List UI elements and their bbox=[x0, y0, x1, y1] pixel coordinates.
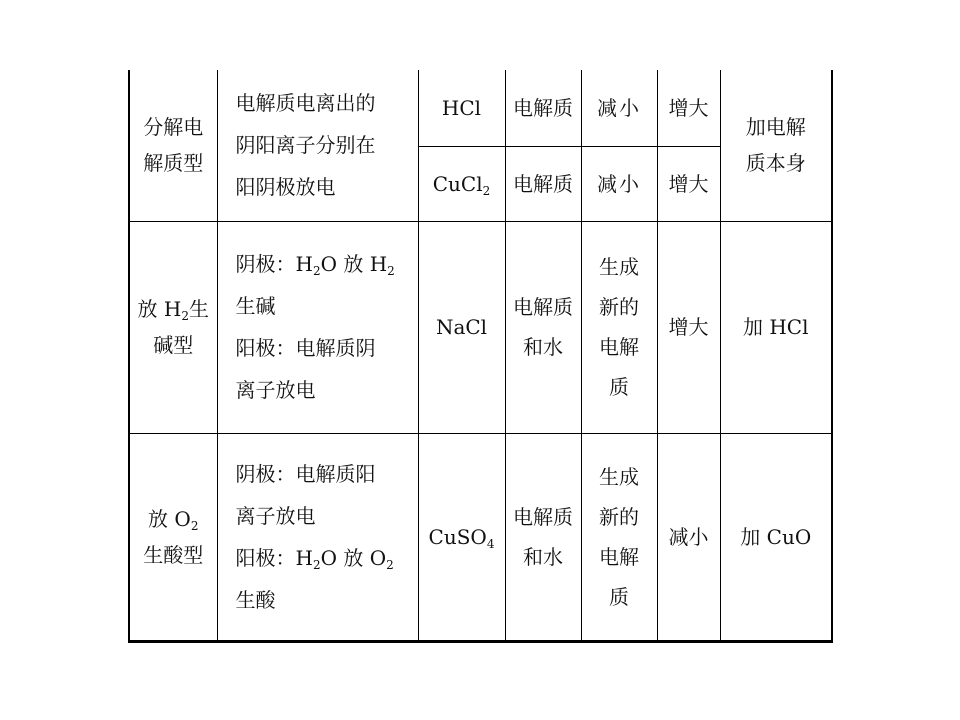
formula-subscript: 2 bbox=[387, 264, 395, 278]
type-text: 放 O bbox=[148, 506, 191, 531]
formula-subscript: 2 bbox=[386, 557, 394, 572]
formula-subscript: 2 bbox=[190, 518, 199, 533]
description-line: 离子放电 bbox=[235, 378, 316, 402]
concentration-line: 质 bbox=[609, 375, 629, 399]
ph-text: 增大 bbox=[668, 315, 709, 339]
type-name-line bbox=[130, 291, 217, 327]
type-name-line: 生酸型 bbox=[143, 542, 204, 567]
ph-cell bbox=[657, 221, 720, 433]
type-cell-release-o2 bbox=[129, 433, 217, 641]
desc-text: 阴极：H bbox=[235, 252, 313, 276]
electrolysis-types-table bbox=[128, 70, 833, 643]
electrolyte-cell bbox=[418, 70, 505, 146]
concentration-line: 电解 bbox=[599, 544, 639, 569]
formula-subscript: 4 bbox=[486, 536, 495, 551]
type-text: 放 H bbox=[137, 297, 182, 321]
description-line: 电解质电离出的 bbox=[235, 91, 376, 116]
recovery-cell bbox=[720, 70, 832, 221]
type-name-line bbox=[130, 501, 217, 537]
description-line: 阴阳离子分别在 bbox=[235, 133, 376, 158]
electrolyte-cell bbox=[418, 433, 505, 641]
electrolyte-text: HCl bbox=[441, 95, 482, 120]
ph-text: 增大 bbox=[668, 171, 709, 196]
type-name-line: 解质型 bbox=[143, 151, 204, 176]
concentration-cell bbox=[581, 70, 657, 146]
formula-subscript: 2 bbox=[312, 264, 321, 278]
description-line: 离子放电 bbox=[235, 503, 316, 528]
concentration-cell bbox=[581, 433, 657, 641]
type-text: 生 bbox=[188, 297, 209, 321]
description-line: 生碱 bbox=[235, 294, 276, 318]
ph-cell bbox=[657, 70, 720, 146]
formula-main: CuCl bbox=[432, 171, 483, 196]
desc-text: 阳极：H bbox=[235, 545, 313, 570]
electrolyte-cell bbox=[418, 146, 505, 221]
description-line: 生酸 bbox=[235, 587, 276, 612]
formula-main: CuSO bbox=[428, 524, 487, 549]
type-cell-release-h2 bbox=[129, 221, 217, 433]
description-line: 阴极：电解质阳 bbox=[235, 461, 376, 486]
concentration-text: 减小 bbox=[597, 171, 641, 196]
electrolyzed-object-cell bbox=[505, 433, 581, 641]
concentration-line: 生成 bbox=[599, 255, 639, 279]
recovery-line: 加电解 bbox=[745, 115, 806, 140]
electrolyzed-object-cell bbox=[505, 221, 581, 433]
electrolyzed-object-text: 电解质 bbox=[513, 95, 573, 120]
ph-cell bbox=[657, 433, 720, 641]
desc-text: O 放 O bbox=[320, 545, 387, 570]
electrolyzed-object-text: 电解质 bbox=[513, 171, 573, 196]
type-cell-decompose-electrolyte bbox=[129, 70, 217, 221]
electrolyte-formula bbox=[433, 172, 491, 196]
object-line: 电解质 bbox=[513, 295, 573, 319]
description-line: 阳极：电解质阴 bbox=[235, 336, 376, 360]
electrolyte-text: NaCl bbox=[435, 315, 488, 339]
electrolyzed-object-cell bbox=[505, 70, 581, 146]
formula-subscript: 2 bbox=[312, 557, 321, 572]
description-cell bbox=[217, 221, 418, 433]
description-line: 阳阴极放电 bbox=[235, 175, 336, 200]
concentration-text: 减小 bbox=[597, 95, 641, 120]
description-cell bbox=[217, 70, 418, 221]
concentration-cell bbox=[581, 221, 657, 433]
description-line bbox=[236, 537, 412, 579]
electrolyte-cell bbox=[418, 221, 505, 433]
object-line: 电解质 bbox=[513, 504, 573, 529]
electrolyte-formula bbox=[429, 525, 495, 549]
table-row-release-h2-base bbox=[129, 221, 832, 433]
electrolyzed-object-cell bbox=[505, 146, 581, 221]
desc-text: O 放 H bbox=[320, 252, 388, 276]
type-name-line: 碱型 bbox=[153, 333, 194, 357]
ph-cell bbox=[657, 146, 720, 221]
concentration-line: 生成 bbox=[599, 464, 639, 489]
concentration-line: 新的 bbox=[599, 295, 639, 319]
concentration-line: 质 bbox=[609, 584, 629, 609]
formula-subscript: 2 bbox=[181, 309, 189, 323]
description-cell bbox=[217, 433, 418, 641]
recovery-cell bbox=[720, 221, 832, 433]
electrolysis-table-container bbox=[128, 70, 833, 643]
ph-text: 减小 bbox=[668, 524, 709, 549]
formula-subscript: 2 bbox=[482, 183, 491, 198]
object-line: 和水 bbox=[523, 335, 563, 359]
concentration-line: 电解 bbox=[599, 335, 639, 359]
concentration-line: 新的 bbox=[599, 504, 639, 529]
recovery-line: 质本身 bbox=[745, 151, 806, 176]
concentration-cell bbox=[581, 146, 657, 221]
object-line: 和水 bbox=[523, 544, 563, 569]
recovery-text: 加 HCl bbox=[743, 315, 809, 339]
ph-text: 增大 bbox=[668, 95, 709, 120]
type-name-line: 分解电 bbox=[143, 115, 204, 140]
recovery-text: 加 CuO bbox=[740, 524, 812, 549]
description-line bbox=[236, 243, 412, 285]
recovery-cell bbox=[720, 433, 832, 641]
table-row-release-o2-acid bbox=[129, 433, 832, 641]
table-row-decompose-electrolyte-1 bbox=[129, 70, 832, 146]
